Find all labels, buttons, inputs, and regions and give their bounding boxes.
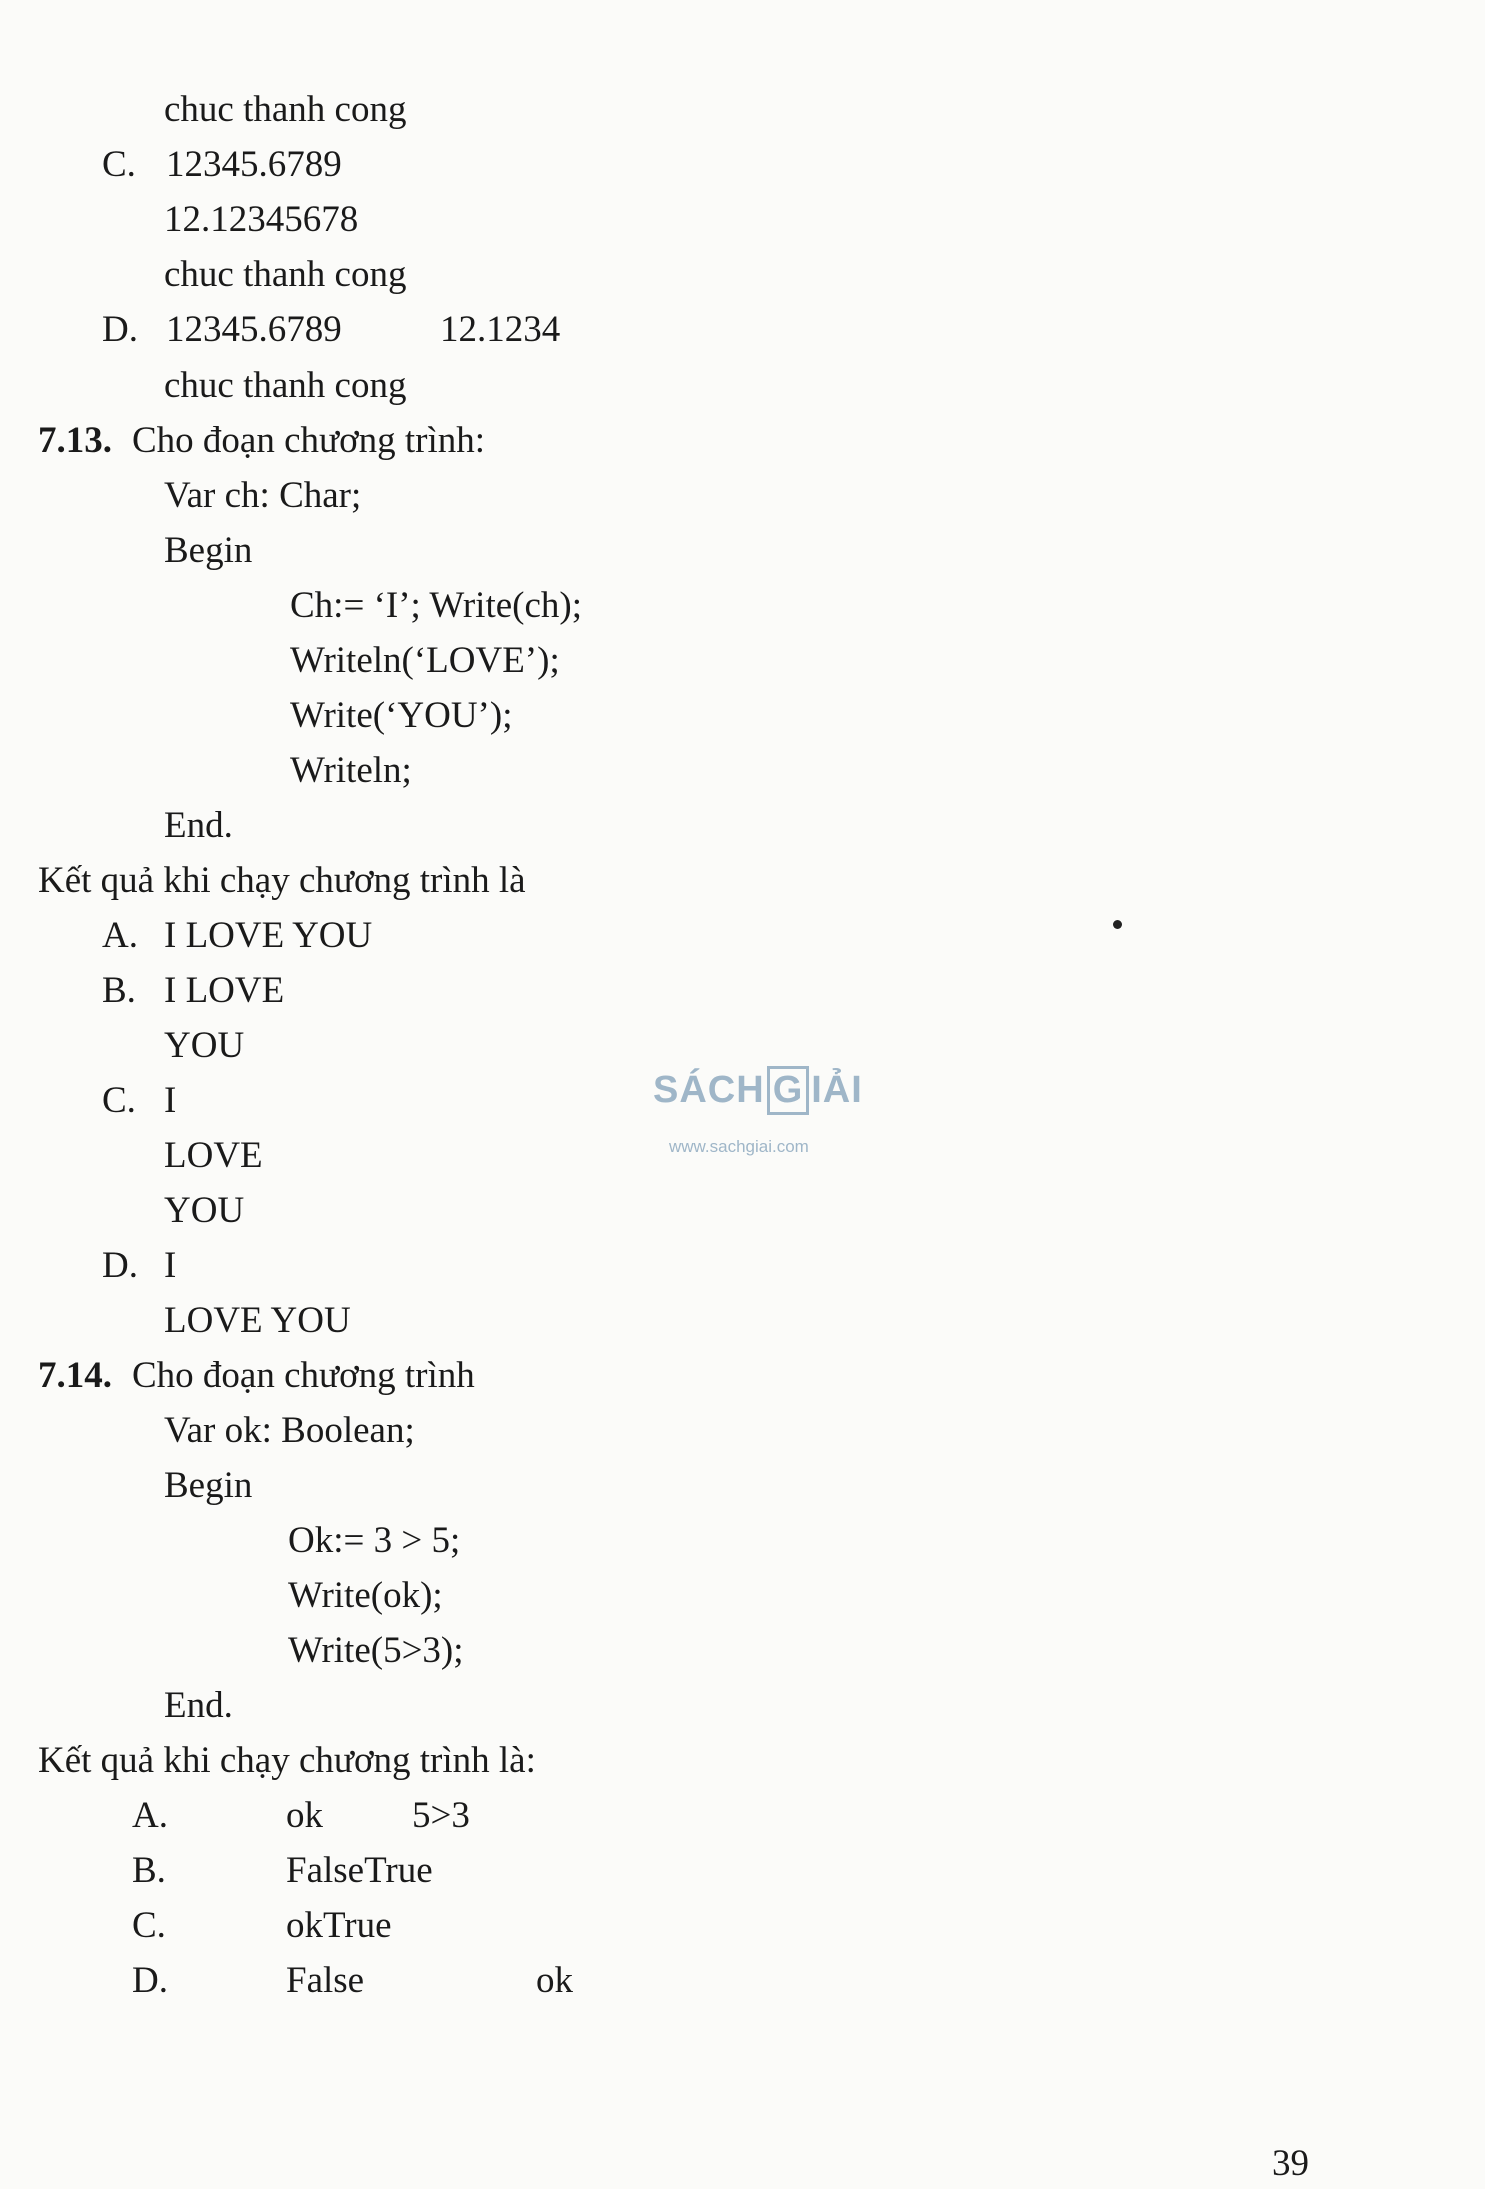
result-label: Kết quả khi chạy chương trình là: xyxy=(38,1740,536,1781)
code-line: Ch:= ‘I’; Write(ch); xyxy=(290,585,582,626)
option-text: YOU xyxy=(164,1190,245,1231)
watermark xyxy=(653,1060,863,1170)
code-line: End. xyxy=(164,805,233,846)
text-line: chuc thanh cong xyxy=(164,365,407,406)
option-text: I xyxy=(164,1080,177,1121)
option-extra: ok xyxy=(536,1960,573,2001)
code-line: Ok:= 3 > 5; xyxy=(288,1520,461,1561)
option-text: LOVE YOU xyxy=(164,1300,351,1341)
question-number: 7.13. xyxy=(38,420,112,461)
option-label: D. xyxy=(102,1245,138,1286)
option-text: ok xyxy=(286,1795,323,1836)
code-line: Begin xyxy=(164,1465,253,1506)
option-label: A. xyxy=(132,1795,168,1836)
option-text: False xyxy=(286,1960,365,2001)
option-text: FalseTrue xyxy=(286,1850,433,1891)
option-text: LOVE xyxy=(164,1135,263,1176)
text-line: chuc thanh cong xyxy=(164,89,407,130)
code-line: Write(5>3); xyxy=(288,1630,464,1671)
option-text: I LOVE YOU xyxy=(164,915,373,956)
text-line: 12.12345678 xyxy=(164,199,359,240)
question-prompt: Cho đoạn chương trình xyxy=(132,1355,475,1396)
option-text: okTrue xyxy=(286,1905,392,1946)
option-text: 12345.6789 xyxy=(166,309,342,350)
option-label: D. xyxy=(102,309,138,350)
scan-speck xyxy=(1113,920,1122,929)
code-line: Writeln; xyxy=(290,750,412,791)
text-line: chuc thanh cong xyxy=(164,254,407,295)
option-text: 12345.6789 xyxy=(166,144,342,185)
code-line: Write(ok); xyxy=(288,1575,443,1616)
option-label: B. xyxy=(132,1850,166,1891)
code-line: Begin xyxy=(164,530,253,571)
watermark-url: www.sachgiai.com xyxy=(669,1137,809,1156)
option-extra: 5>3 xyxy=(412,1795,470,1836)
question-prompt: Cho đoạn chương trình: xyxy=(132,420,486,461)
option-text: YOU xyxy=(164,1025,245,1066)
code-line: Var ch: Char; xyxy=(164,475,362,516)
question-number: 7.14. xyxy=(38,1355,112,1396)
option-text: I LOVE xyxy=(164,970,285,1011)
option-label: B. xyxy=(102,970,136,1011)
code-line: End. xyxy=(164,1685,233,1726)
option-label: C. xyxy=(102,144,136,185)
option-label: A. xyxy=(102,915,138,956)
result-label: Kết quả khi chạy chương trình là xyxy=(38,860,526,901)
option-text: I xyxy=(164,1245,177,1286)
option-label: C. xyxy=(102,1080,136,1121)
watermark-logo: SÁCH G IẢI xyxy=(653,1066,863,1115)
option-label: C. xyxy=(132,1905,166,1946)
code-line: Writeln(‘LOVE’); xyxy=(290,640,560,681)
page-number: 39 xyxy=(1272,2143,1309,2184)
code-line: Write(‘YOU’); xyxy=(290,695,513,736)
option-extra: 12.1234 xyxy=(440,309,561,350)
option-label: D. xyxy=(132,1960,168,2001)
code-line: Var ok: Boolean; xyxy=(164,1410,415,1451)
